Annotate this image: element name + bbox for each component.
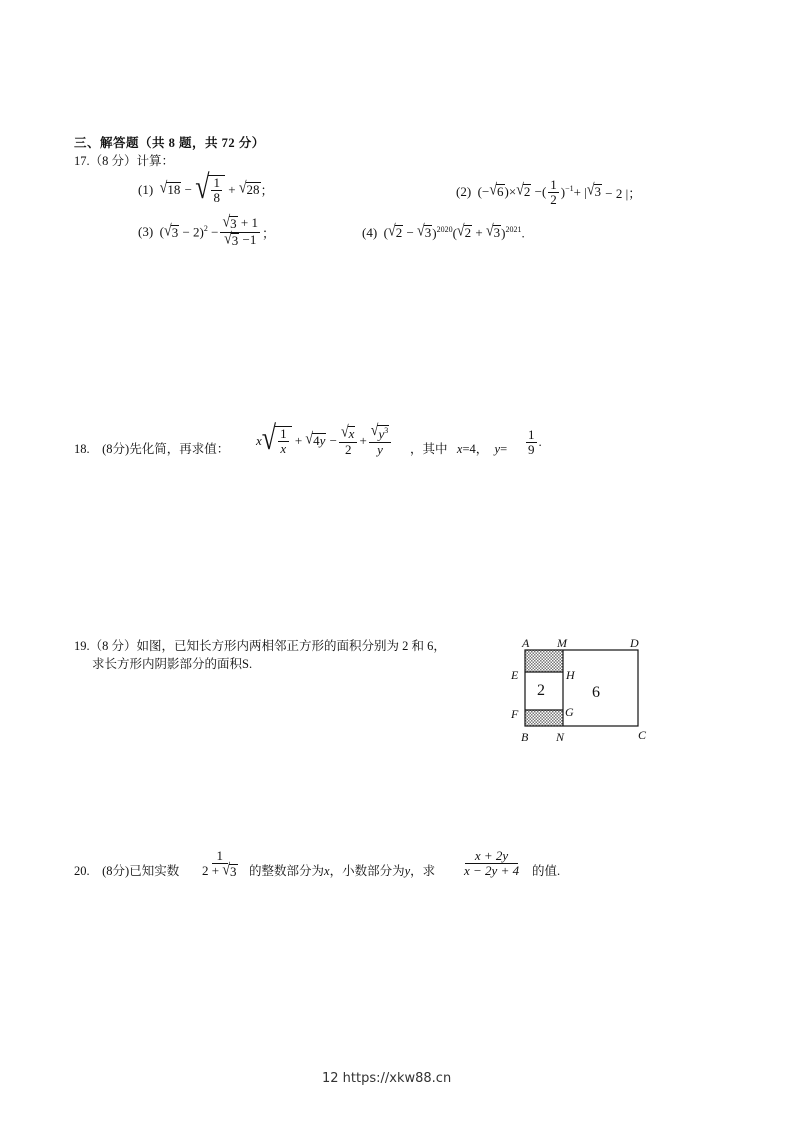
q18-score: (8分) [102,442,130,456]
q17-heading: 17.（8 分）计算： [74,154,175,168]
q17-part1: (1) √ 18 − √ $\frac{1}{8}$ + √ 28 ； [138,168,274,206]
small-square-area: 2 [537,682,545,699]
q17-part1-label: (1) [138,181,160,197]
sqrt-18: √ 18 [159,179,181,197]
label-H: H [566,668,575,682]
label-F: F [511,707,519,721]
q19-line2: 求长方形内阴影部分的面积S. [92,657,253,671]
q18-number: 18. [74,442,90,456]
q20-score: (8分) [102,864,130,878]
section-title: 三、解答题（共 8 题，共 72 分） [74,136,265,150]
q20-expression: $\frac{x + 2y}{x - 2y + 4}$ [464,848,520,878]
q18-y-fraction: $\frac{1}{9}$ . [528,427,542,457]
q20-heading [74,861,179,879]
label-M: M [557,636,567,650]
q20-text1: 已知实数 [129,864,180,878]
label-N: N [556,730,565,744]
q18-expression: x √ $\frac{1}{x}$ + √ 4y − √ x 2 + √ $y^3$ y [256,425,393,457]
q17-part4: (4) ( √ 2 − √ 3 )$^{2020}$( √ 2 + √ 3 )$^{2021}$. [362,222,525,241]
shaded-region-top [525,650,563,672]
sqrt-28: √ 28 [238,179,260,197]
label-E: E [511,668,519,682]
page-footer: 12 https://xkw88.cn [322,1071,452,1086]
q19-line1: 19.（8 分）如图，已知长方形内两相邻正方形的面积分别为 2 和 6， [74,639,446,653]
q20-text3: 的值. [532,864,561,878]
q17-part3: (3) ( √ 3 − 2)$^2$ − √ 3 + 1 √ 3 −1 ； [138,213,275,249]
q18-prompt: 先化简，再求值： [129,442,230,456]
q17-part2: (2) (− √ 6 )× √ 2 −( $\frac{1}{2}$ )$^{-1}$+ | √ 3 − 2 |； [456,177,642,207]
sqrt-1-8: √ $\frac{1}{8}$ [195,175,225,204]
label-D: D [630,636,639,650]
label-A: A [522,636,530,650]
q18-heading [74,439,229,457]
label-B: B [521,730,529,744]
label-G: G [565,705,574,719]
shaded-region-bottom [525,710,563,726]
q20-number: 20. [74,864,90,878]
q18-condition: ，其中 x=4， y= [410,442,508,456]
label-C: C [638,728,647,742]
q20-text2: 的整数部分为x，小数部分为y，求 [249,864,436,878]
large-square-area: 6 [592,684,600,701]
q20-fraction: 1 2 + √ 3 [202,848,237,879]
